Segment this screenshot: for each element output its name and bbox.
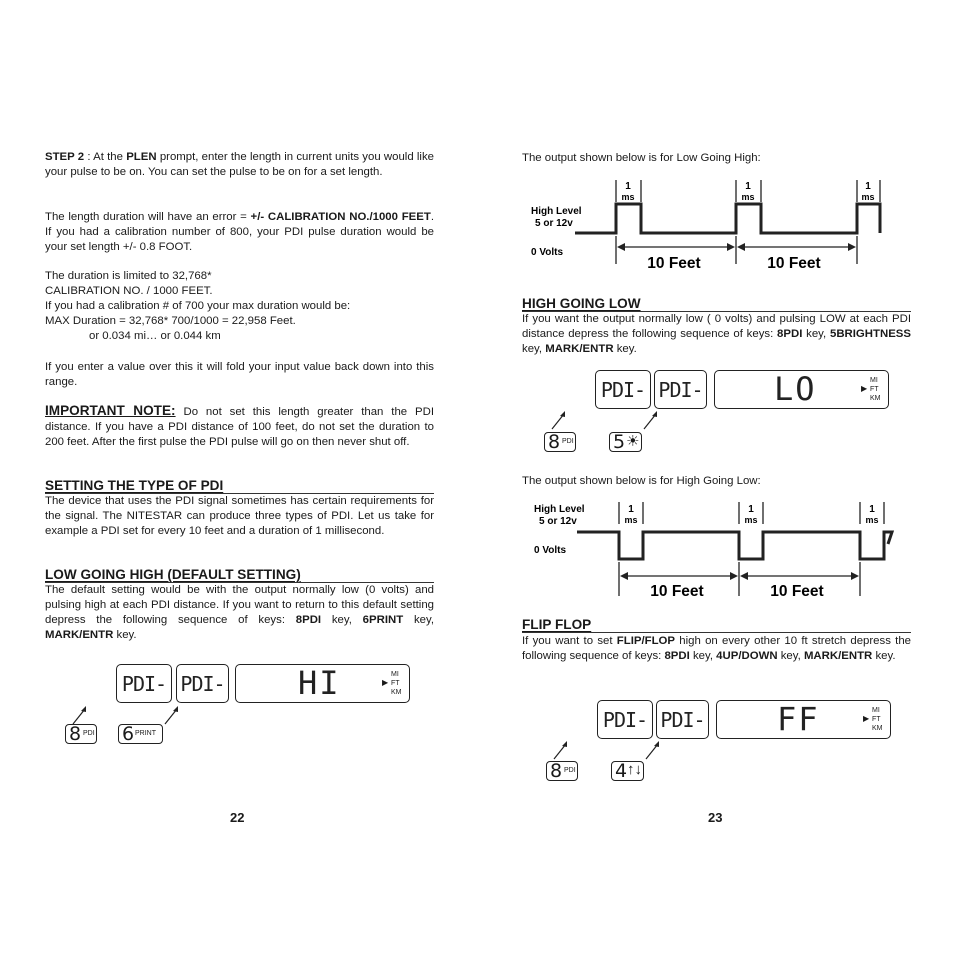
label-voltage: 5 or 12v	[535, 218, 573, 229]
label-high-level: High Level	[534, 504, 585, 515]
lcd-units: MI FT KM	[391, 671, 402, 696]
lgh-heading: LOW GOING HIGH (DEFAULT SETTING)	[45, 567, 434, 583]
waveform	[577, 532, 892, 559]
limit-paragraph: The duration is limited to 32,768* CALIBRATION NO. / 1000 FEET. If you had a calibration # of 700 your max duration would be: MAX Duration = 32,768* 700/1000 = 22,958 Feet. or 0.034 mi… or 0.044 km	[45, 270, 351, 342]
label-zero-volts: 0 Volts	[531, 247, 564, 258]
waveform	[575, 204, 880, 233]
distance-label-2: 10 Feet	[770, 583, 824, 600]
lcd-pdi-segment-2: PDI-	[656, 700, 709, 739]
svg-text:1: 1	[865, 181, 871, 192]
svg-text:ms: ms	[741, 192, 755, 202]
intro-high-going-low: The output shown below is for High Going Low:	[522, 475, 761, 487]
lcd-main-display	[714, 370, 889, 409]
label-high-level: High Level	[531, 206, 582, 217]
types-heading: SETTING THE TYPE OF PDI	[45, 478, 434, 494]
timing-diagram-low-going-high	[522, 172, 911, 272]
svg-text:ms: ms	[861, 192, 875, 202]
intro-low-going-high: The output shown below is for Low Going High:	[522, 152, 761, 164]
lcd-pdi-segment-1: PDI-	[597, 700, 653, 739]
svg-text:1: 1	[869, 504, 875, 515]
timing-diagram-high-going-low	[522, 496, 911, 601]
svg-text:ms: ms	[621, 192, 635, 202]
key-5-brightness[interactable]: 5 ☀	[609, 432, 642, 452]
lcd-pdi-segment-1: PDI-	[116, 664, 172, 703]
lcd-pdi-segment-2: PDI-	[176, 664, 229, 703]
label-zero-volts: 0 Volts	[534, 545, 567, 556]
unit-pointer-icon: ▶	[861, 384, 868, 393]
key-6-print[interactable]: 6 PRINT	[118, 724, 163, 744]
distance-label-1: 10 Feet	[647, 255, 701, 272]
svg-text:1: 1	[745, 181, 751, 192]
fold-paragraph: If you enter a value over this it will fold your input value back down into this range.	[45, 361, 434, 388]
unit-pointer-icon: ▶	[382, 678, 389, 687]
key-4-up-down[interactable]: 4 ↑↓	[611, 761, 644, 781]
svg-text:ms: ms	[744, 515, 758, 525]
distance-label-1: 10 Feet	[650, 583, 704, 600]
lcd-pdi-segment-1: PDI-	[595, 370, 651, 409]
lcd-main-value: FF	[777, 700, 820, 738]
label-voltage: 5 or 12v	[539, 516, 577, 527]
ff-paragraph: If you want to set FLIP/FLOP high on every other 10 ft stretch depress the following sequence of keys: 8PDI key, 4UP/DOWN key, MARK/ENTR key.	[522, 635, 911, 662]
lcd-main-value: LO	[774, 370, 817, 408]
lcd-units: MI FT KM	[870, 377, 881, 402]
lcd-units: MI FT KM	[872, 707, 883, 732]
page-number: 22	[230, 810, 245, 825]
distance-label-2: 10 Feet	[767, 255, 821, 272]
svg-text:1: 1	[748, 504, 754, 515]
lcd-main-value: HI	[298, 664, 341, 702]
step2-paragraph: STEP 2 : At the PLEN prompt, enter the length in current units you would like your pulse to be on. You can set the pulse to be on for a set length.	[45, 151, 434, 178]
svg-text:1: 1	[625, 181, 631, 192]
lcd-pdi-segment-2: PDI-	[654, 370, 707, 409]
hgl-heading: HIGH GOING LOW	[522, 296, 911, 312]
lcd-main-display	[716, 700, 891, 739]
svg-text:ms: ms	[865, 515, 879, 525]
key-8-pdi[interactable]: 8 PDI	[65, 724, 97, 744]
lcd-main-display	[235, 664, 410, 703]
ff-heading: FLIP FLOP	[522, 617, 911, 633]
key-8-pdi[interactable]: 8 PDI	[544, 432, 576, 452]
types-paragraph: The device that uses the PDI signal sometimes has certain requirements for the signal. The NITESTAR can produce three types of PDI. Let us take for example a PDI set for every 10 feet and a duration of 1 millisecond.	[45, 495, 434, 537]
hgl-paragraph: If you want the output normally low ( 0 volts) and pulsing LOW at each PDI distance depress the following sequence of keys: 8PDI key, 5BRIGHTNESS key, MARK/ENTR key.	[522, 313, 911, 355]
unit-pointer-icon: ▶	[863, 714, 870, 723]
svg-text:1: 1	[628, 504, 634, 515]
page-number: 23	[708, 810, 723, 825]
brightness-icon: ☀	[626, 433, 640, 450]
key-8-pdi[interactable]: 8 PDI	[546, 761, 578, 781]
error-paragraph: The length duration will have an error = +/- CALIBRATION NO./1000 FEET. If you had a calibration number of 800, your PDI pulse duration would be your set length +/- 0.8 FOOT.	[45, 211, 434, 253]
lgh-paragraph: The default setting would be with the output normally low (0 volts) and pulsing high at each PDI distance. If you want to return to this default setting depress the following sequence of keys: 8PDI key, 6PRINT key, MARK/ENTR key.	[45, 584, 434, 641]
up-down-arrows-icon: ↑↓	[627, 761, 642, 778]
important-note: IMPORTANT NOTE: Do not set this length greater than the PDI distance. If you have a PDI distance of 100 feet, do not set the duration to 200 feet. After the first pulse the PDI pulse will go on then never shut off.	[45, 403, 434, 448]
svg-text:ms: ms	[624, 515, 638, 525]
